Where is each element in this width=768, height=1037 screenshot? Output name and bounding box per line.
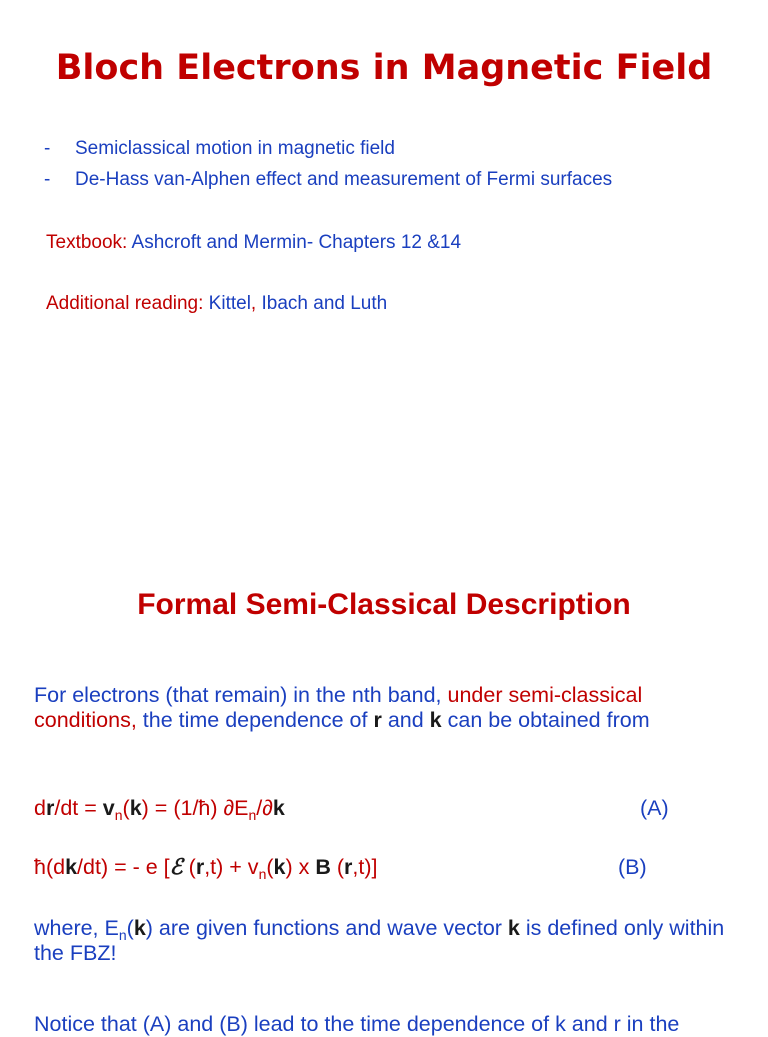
- text-run: For electrons (that remain) in the nth band,: [34, 683, 448, 707]
- list-item: [44, 138, 744, 169]
- equation-b-label: (B): [618, 855, 647, 879]
- additional-reading-line: [46, 293, 387, 315]
- bullet-dash: -: [44, 138, 51, 159]
- highlight-text: under semi-classical conditions,: [34, 683, 643, 732]
- bullet-list: [44, 138, 744, 200]
- bullet-text: Semiclassical motion in magnetic field: [75, 138, 395, 159]
- reference-kittel: Kittel: [208, 293, 251, 314]
- slide-title: Bloch Electrons in Magnetic Field: [55, 48, 713, 88]
- text-run: and: [381, 708, 430, 732]
- separator: ,: [250, 293, 262, 314]
- equation-b: ħ(dk/dt) = - e [ℰ $(r,t) + v_n(k)$ x B (r,t)]: [34, 855, 378, 882]
- equation-a-label: (A): [640, 796, 669, 820]
- textbook-value: Ashcroft and Mermin- Chapters 12 &14: [127, 232, 462, 253]
- section-title: Formal Semi-Classical Description: [137, 588, 631, 621]
- reference-ibach: Ibach: [261, 293, 308, 314]
- text-run: can be obtained from: [441, 708, 650, 732]
- reference-luth: Luth: [350, 293, 388, 314]
- equation-a: $dr/dt = v_n(k)$ = (1/ħ) $\partial E_n/\partial k$: [34, 796, 285, 823]
- list-item: [44, 169, 744, 200]
- textbook-line: [46, 232, 461, 254]
- textbook-label: Textbook:: [46, 232, 128, 253]
- intro-paragraph: [34, 683, 744, 733]
- bullet-text: De-Hass van-Alphen effect and measurement of Fermi surfaces: [75, 169, 613, 190]
- bullet-dash: -: [44, 169, 51, 190]
- text-run: the time dependence of: [136, 708, 374, 732]
- vector-r: r: [373, 708, 382, 732]
- cutoff-paragraph: Notice that (A) and (B) lead to the time dependence of k and r in the: [34, 1012, 680, 1036]
- where-paragraph: where, $E_n(k)$ are given functions and wave vector k is defined only within the FBZ!: [34, 916, 725, 965]
- separator: and: [307, 293, 351, 314]
- additional-label: Additional reading:: [46, 293, 209, 314]
- vector-k: k: [429, 708, 442, 732]
